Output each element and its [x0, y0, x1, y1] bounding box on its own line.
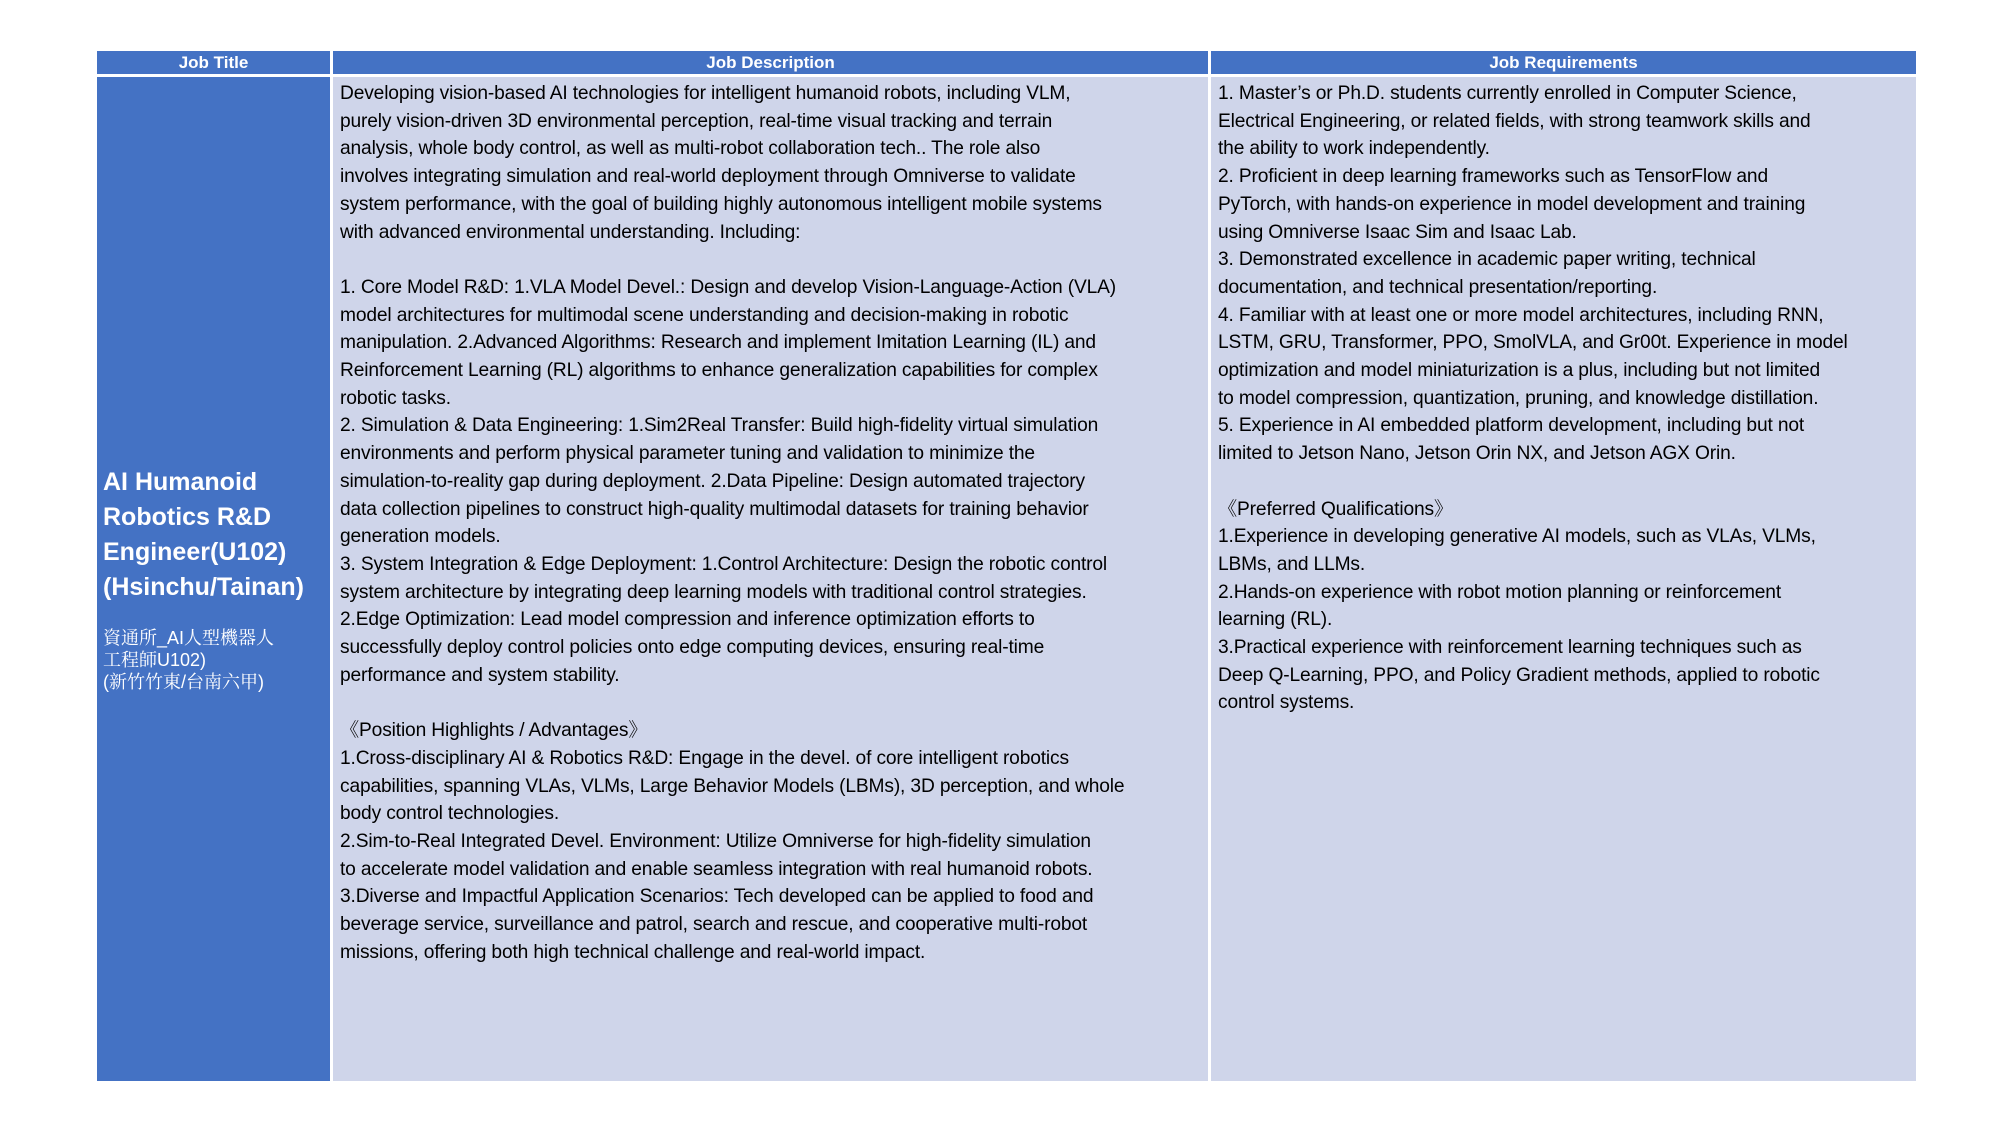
description-line: generation models. — [340, 526, 501, 548]
job-title-chinese-line: 資通所_AI人型機器人 — [103, 628, 275, 648]
job-requirements-cell — [1210, 76, 1918, 1083]
job-posting-table — [94, 48, 1919, 1084]
description-line: 3. System Integration & Edge Deployment: 1.Control Architecture: Design the robotic control — [340, 553, 1108, 575]
requirements-line: Deep Q-Learning, PPO, and Policy Gradient methods, applied to robotic — [1218, 664, 1820, 686]
description-line: system performance, with the goal of building highly autonomous intelligent mobile systems — [340, 193, 1102, 215]
description-line: environments and perform physical parameter tuning and validation to minimize the — [340, 443, 1035, 465]
requirements-line: learning (RL). — [1218, 609, 1333, 631]
requirements-line: 2. Proficient in deep learning frameworks such as TensorFlow and — [1218, 166, 1768, 188]
description-line: successfully deploy control policies onto edge computing devices, ensuring real-time — [340, 637, 1045, 659]
job-requirements-text — [1218, 80, 1909, 717]
header-job-title: Job Title — [96, 50, 332, 76]
description-line: 2.Edge Optimization: Lead model compression and inference optimization efforts to — [340, 609, 1035, 631]
job-title-chinese-line: 工程師U102) — [103, 650, 207, 670]
job-row — [96, 76, 1918, 1083]
description-line: analysis, whole body control, as well as multi-robot collaboration tech.. The role also — [340, 138, 1041, 160]
description-line: Developing vision-based AI technologies for intelligent humanoid robots, including VLM, — [340, 83, 1071, 104]
requirements-line: 5. Experience in AI embedded platform development, including but not — [1218, 415, 1805, 437]
requirements-line: PyTorch, with hands-on experience in model development and training — [1218, 193, 1806, 215]
requirements-line: limited to Jetson Nano, Jetson Orin NX, and Jetson AGX Orin. — [1218, 443, 1736, 465]
description-line: 1.Cross-disciplinary AI & Robotics R&D: Engage in the devel. of core intelligent robotics — [340, 747, 1069, 769]
requirements-line: LBMs, and LLMs. — [1218, 553, 1366, 575]
requirements-line: the ability to work independently. — [1218, 138, 1490, 160]
job-title-english-line: (Hsinchu/Tainan) — [103, 573, 304, 601]
description-line: 《Position Highlights / Advantages》 — [340, 720, 648, 742]
requirements-line: 1.Experience in developing generative AI models, such as VLAs, VLMs, — [1218, 526, 1816, 548]
requirements-line: Electrical Engineering, or related fields, with strong teamwork skills and — [1218, 110, 1811, 132]
requirements-line: 《Preferred Qualifications》 — [1218, 498, 1453, 520]
job-title-cell — [96, 76, 332, 1083]
description-line: robotic tasks. — [340, 387, 451, 409]
requirements-line: 4. Familiar with at least one or more model architectures, including RNN, — [1218, 304, 1824, 326]
description-line: data collection pipelines to construct high-quality multimodal datasets for training behavior — [340, 498, 1089, 520]
requirements-line: 3. Demonstrated excellence in academic paper writing, technical — [1218, 249, 1756, 271]
job-title-english-line: AI Humanoid — [103, 468, 258, 496]
description-line: purely vision-driven 3D environmental perception, real-time visual tracking and terrain — [340, 110, 1053, 132]
job-description-text — [340, 80, 1201, 966]
description-line — [340, 246, 1201, 274]
requirements-line: 1. Master’s or Ph.D. students currently enrolled in Computer Science, — [1218, 83, 1797, 104]
description-line: Reinforcement Learning (RL) algorithms to enhance generalization capabilities for complex — [340, 360, 1098, 382]
description-line: model architectures for multimodal scene understanding and decision-making in robotic — [340, 304, 1069, 326]
description-line: to accelerate model validation and enable seamless integration with real humanoid robots. — [340, 858, 1093, 880]
description-line — [340, 689, 1201, 717]
description-line: capabilities, spanning VLAs, VLMs, Large Behavior Models (LBMs), 3D perception, and whole — [340, 775, 1125, 797]
description-line: missions, offering both high technical challenge and real-world impact. — [340, 941, 926, 963]
job-title-english-line: Engineer(U102) — [103, 538, 287, 566]
description-line: 3.Diverse and Impactful Application Scenarios: Tech developed can be applied to food and — [340, 886, 1094, 908]
description-line: body control technologies. — [340, 803, 560, 825]
requirements-line: to model compression, quantization, pruning, and knowledge distillation. — [1218, 387, 1819, 409]
job-title-english-line: Robotics R&D — [103, 503, 272, 531]
requirements-line: control systems. — [1218, 692, 1355, 714]
description-line: simulation-to-reality gap during deployment. 2.Data Pipeline: Design automated trajectory — [340, 470, 1085, 492]
header-row — [96, 50, 1918, 76]
job-title-chinese — [103, 627, 324, 693]
header-job-description: Job Description — [332, 50, 1210, 76]
requirements-line: 2.Hands-on experience with robot motion planning or reinforcement — [1218, 581, 1781, 603]
job-title-english — [103, 465, 324, 605]
description-line: 2. Simulation & Data Engineering: 1.Sim2Real Transfer: Build high-fidelity virtual simulation — [340, 415, 1099, 437]
description-line: 1. Core Model R&D: 1.VLA Model Devel.: Design and develop Vision-Language-Action (VLA) — [340, 276, 1117, 298]
requirements-line: 3.Practical experience with reinforcement learning techniques such as — [1218, 637, 1802, 659]
requirements-line: using Omniverse Isaac Sim and Isaac Lab. — [1218, 221, 1577, 243]
requirements-line: LSTM, GRU, Transformer, PPO, SmolVLA, and Gr00t. Experience in model — [1218, 332, 1848, 354]
description-line: beverage service, surveillance and patrol, search and rescue, and cooperative multi-robot — [340, 914, 1088, 936]
description-line: involves integrating simulation and real-world deployment through Omniverse to validate — [340, 166, 1076, 188]
requirements-line: optimization and model miniaturization is a plus, including but not limited — [1218, 360, 1821, 382]
description-line: 2.Sim-to-Real Integrated Devel. Environment: Utilize Omniverse for high-fidelity simulation — [340, 830, 1091, 852]
requirements-line — [1218, 468, 1909, 496]
description-line: manipulation. 2.Advanced Algorithms: Research and implement Imitation Learning (IL) and — [340, 332, 1096, 354]
description-line: with advanced environmental understanding. Including: — [340, 221, 801, 243]
description-line: performance and system stability. — [340, 664, 620, 686]
job-title-chinese-line: (新竹竹東/台南六甲) — [103, 672, 264, 692]
header-job-requirements: Job Requirements — [1210, 50, 1918, 76]
requirements-line: documentation, and technical presentation/reporting. — [1218, 276, 1658, 298]
description-line: system architecture by integrating deep learning models with traditional control strategies. — [340, 581, 1087, 603]
job-description-cell — [332, 76, 1210, 1083]
